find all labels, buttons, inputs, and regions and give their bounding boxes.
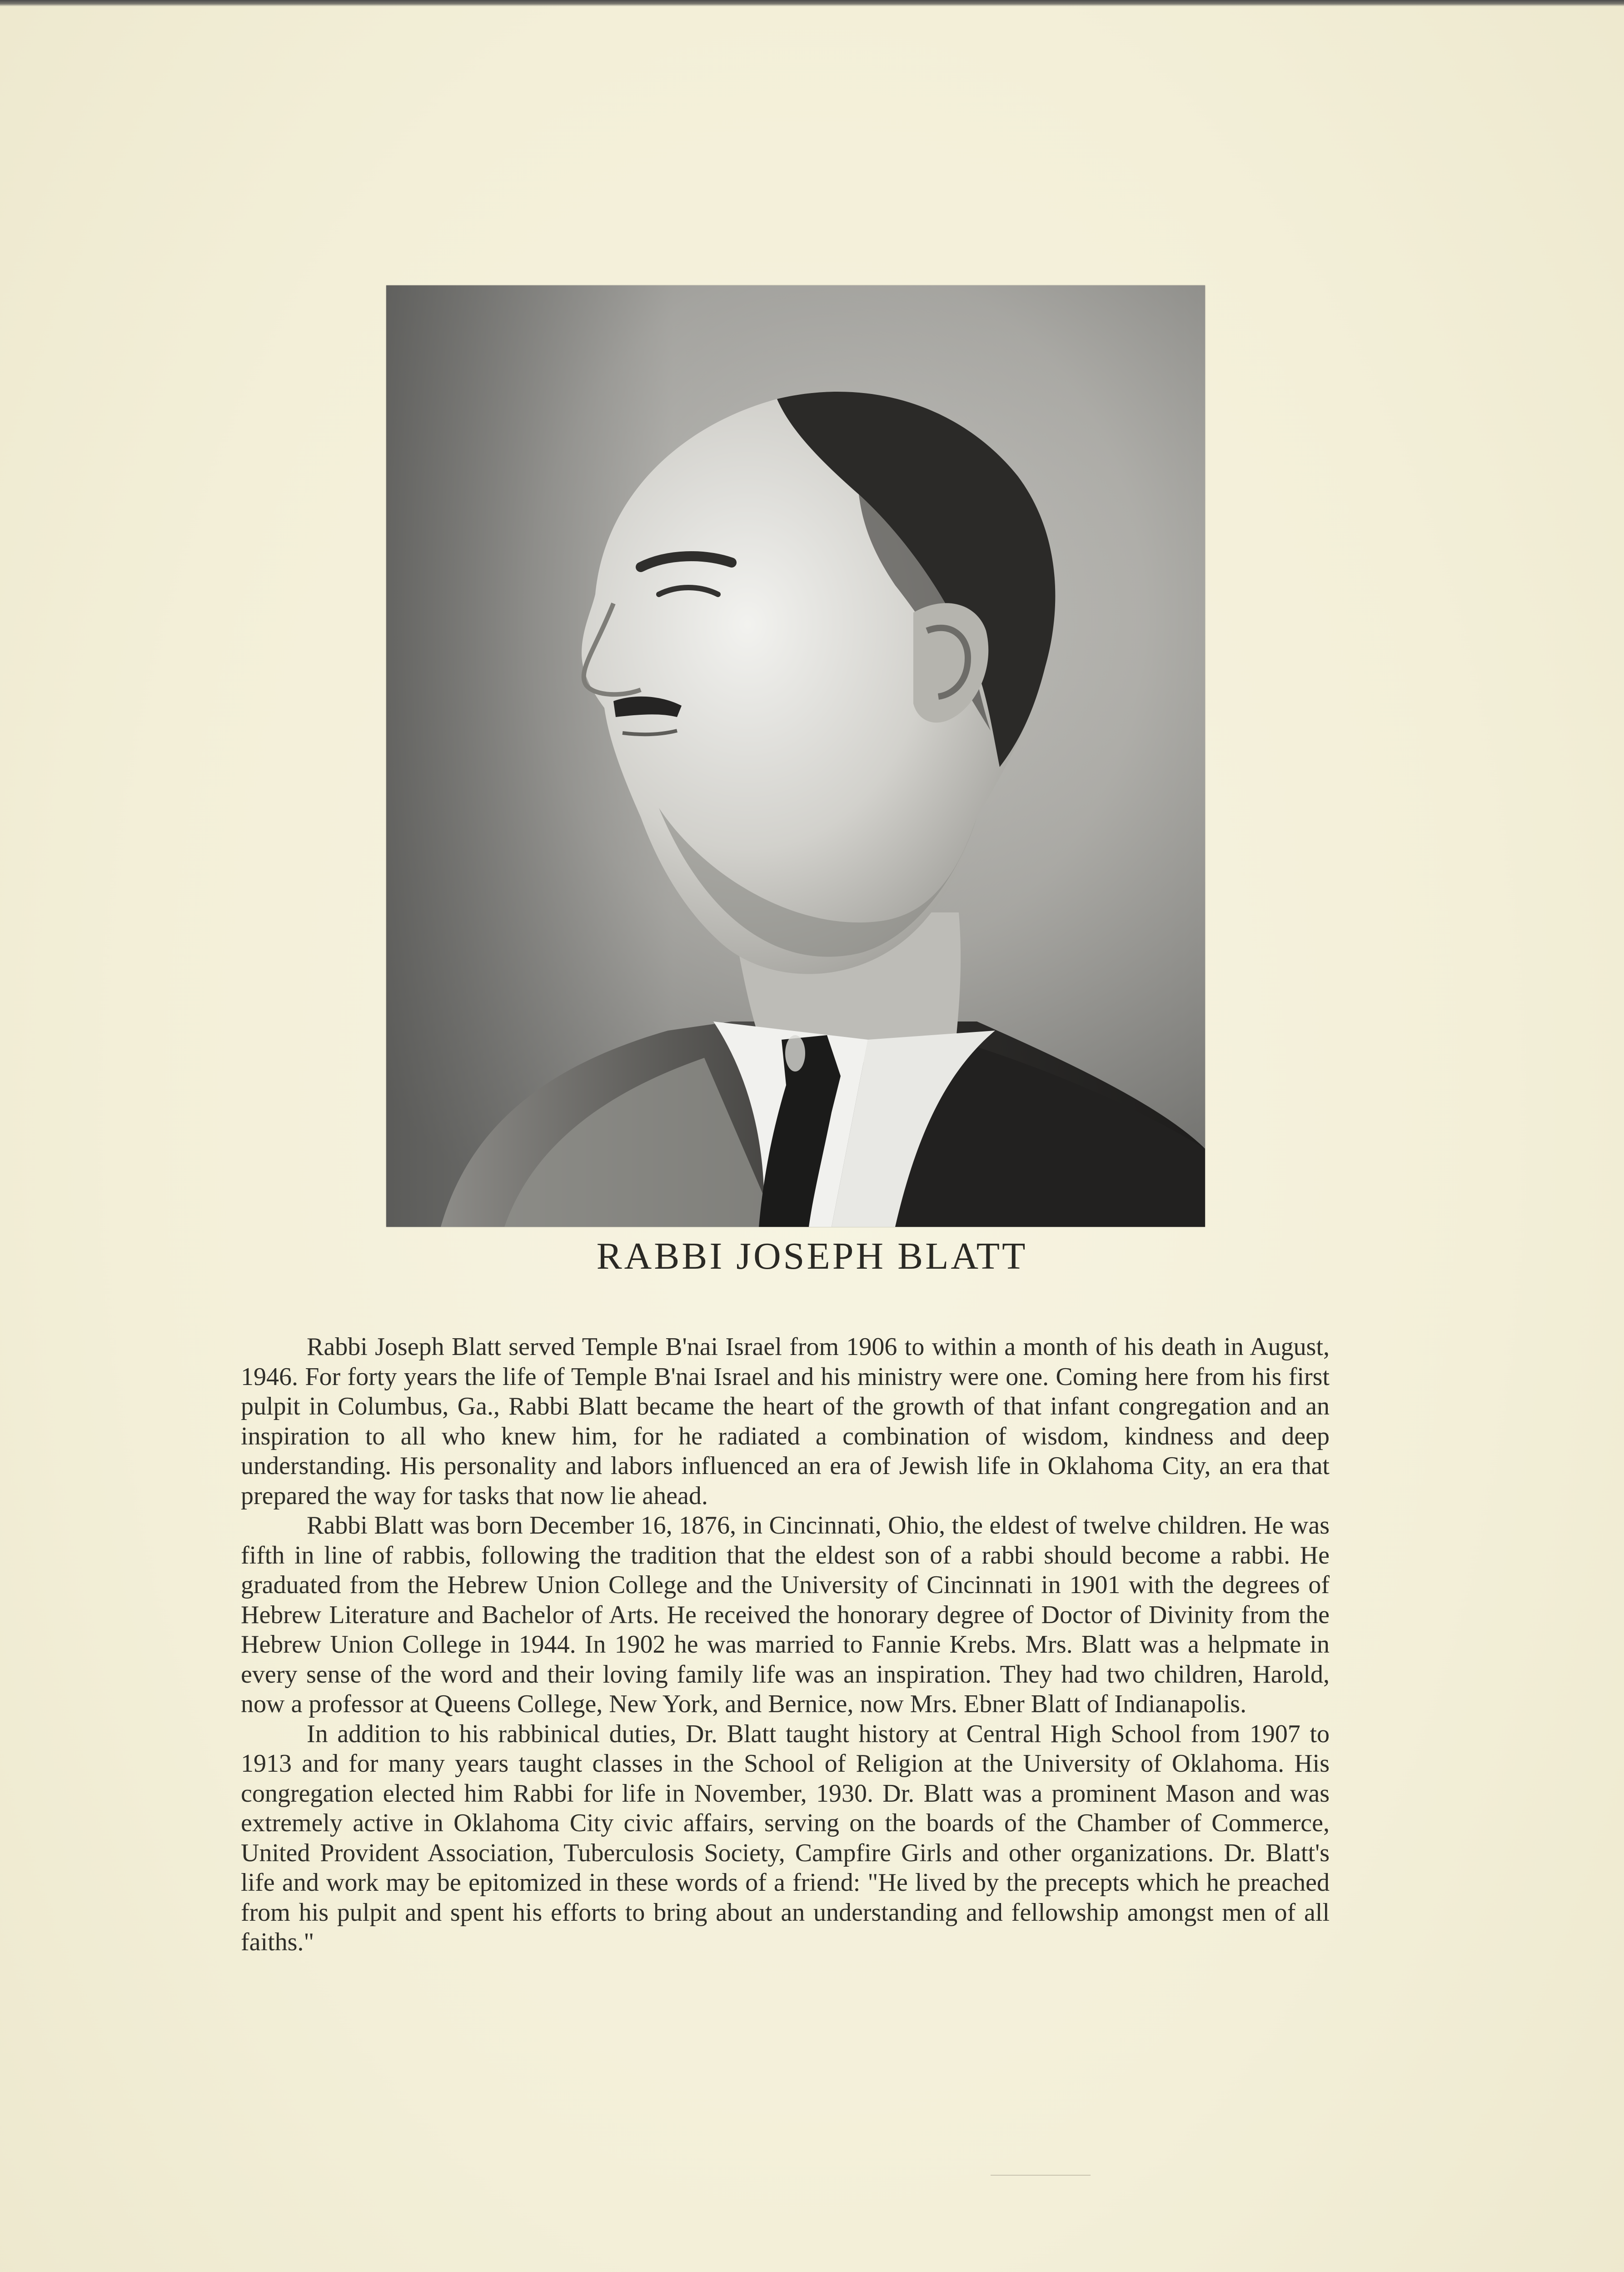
paper-scratch [991, 2175, 1091, 2176]
biography-paragraph: Rabbi Blatt was born December 16, 1876, in Cincinnati, Ohio, the eldest of twelve children. He was fifth in line of rabbis, following the tradition that the eldest son of a rabbi should become a rabbi. He graduated from the Hebrew Union College and the University of Cincinnati in 1901 with the degrees of Hebrew Literature and Bachelor of Arts. He received the honorary degree of Doctor of Divinity from the Hebrew Union College in 1944. In 1902 he was married to Fannie Krebs. Mrs. Blatt was a helpmate in every sense of the word and their loving family life was an inspiration. They had two children, Harold, now a professor at Queens College, New York, and Bernice, now Mrs. Ebner Blatt of Indianapolis. [241, 1511, 1330, 1718]
portrait-caption: RABBI JOSEPH BLATT [596, 1235, 1028, 1277]
page-top-edge [0, 0, 1624, 6]
portrait-photo [386, 285, 1205, 1227]
portrait-illustration [386, 285, 1205, 1227]
biography-text [241, 1332, 1330, 1958]
biography-paragraph: Rabbi Joseph Blatt served Temple B'nai Israel from 1906 to within a month of his death in August, 1946. For forty years the life of Temple B'nai Israel and his ministry were one. Coming here from his first pulpit in Columbus, Ga., Rabbi Blatt became the heart of the growth of that infant congregation and an inspiration to all who knew him, for he radiated a combination of wisdom, kindness and deep understanding. His personality and labors influenced an era of Jewish life in Oklahoma City, an era that prepared the way for tasks that now lie ahead. [241, 1333, 1330, 1510]
biography-paragraph: In addition to his rabbinical duties, Dr. Blatt taught history at Central High School from 1907 to 1913 and for many years taught classes in the School of Religion at the University of Oklahoma. His congregation elected him Rabbi for life in November, 1930. Dr. Blatt was a prominent Mason and was extremely active in Oklahoma City civic affairs, serving on the boards of the Chamber of Commerce, United Provident Association, Tuberculosis Society, Campfire Girls and other organizations. Dr. Blatt's life and work may be epitomized in these words of a friend: "He lived by the precepts which he preached from his pulpit and spent his efforts to bring about an understanding and fellowship amongst men of all faiths." [241, 1719, 1330, 1956]
